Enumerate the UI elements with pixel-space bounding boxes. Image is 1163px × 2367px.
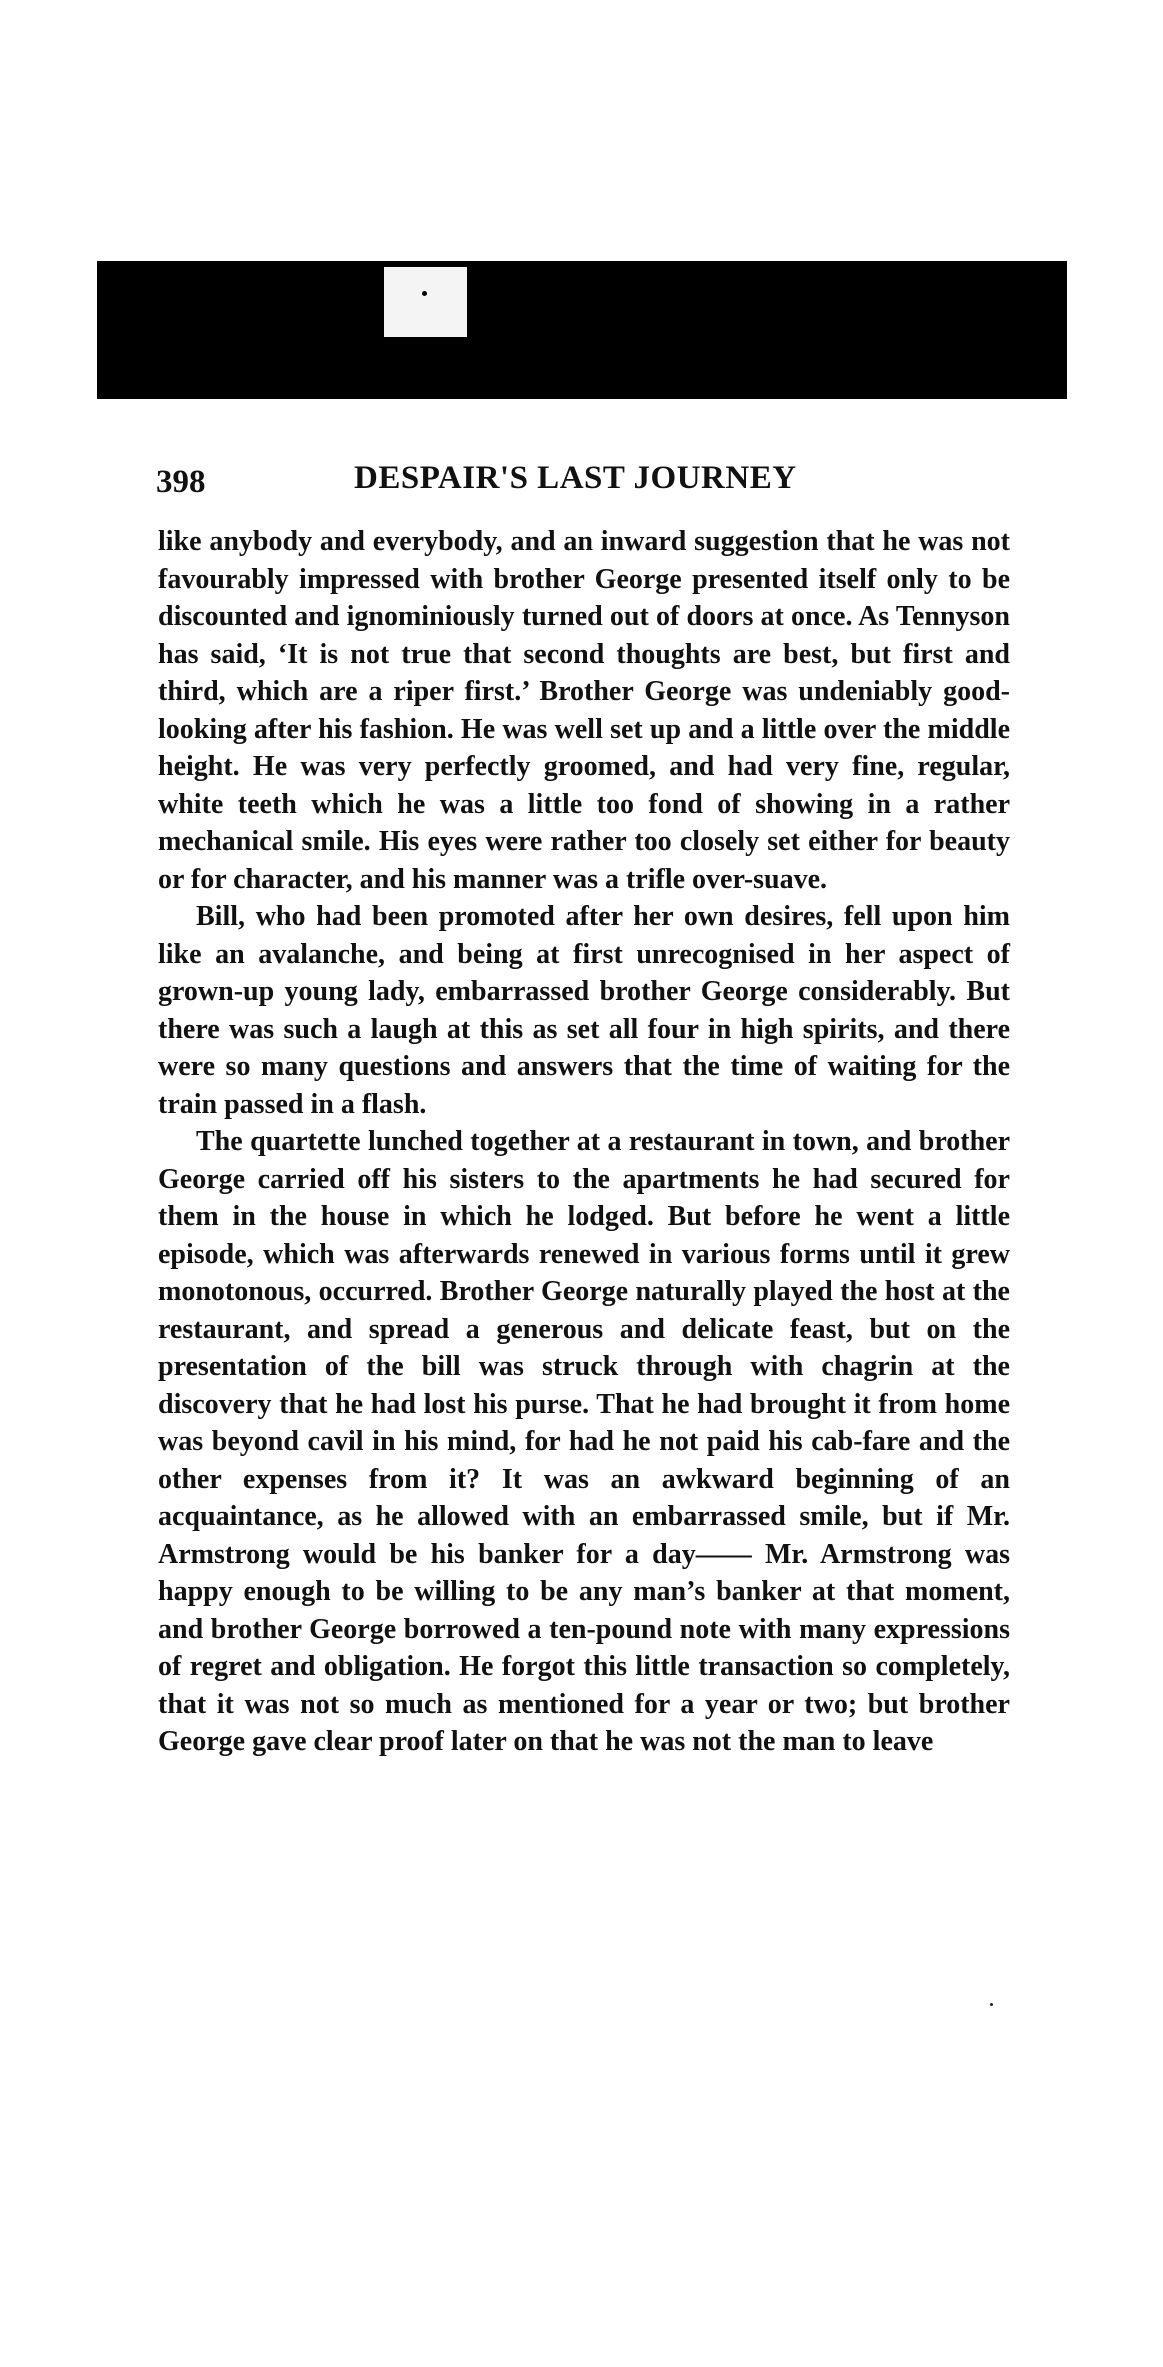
running-title: DESPAIR'S LAST JOURNEY: [354, 460, 797, 496]
body-text: [158, 523, 1010, 1761]
scan-black-band: [97, 261, 1067, 399]
paragraph-3: The quartette lunched together at a restaurant in town, and brother George carried off his sisters to the apartments he had secured for them in the house in which he lodged. But before he went a little episode, which was afterwards renewed in various forms until it grew monotonous, occurred. Brother George naturally played the host at the restaurant, and spread a generous and delicate feast, but on the presentation of the bill was struck through with chagrin at the discovery that he had lost his purse. That he had brought it from home was beyond cavil in his mind, for had he not paid his cab-fare and the other expenses from it? It was an awkward beginning of an acquaintance, as he allowed with an embarrassed smile, but if Mr. Armstrong would be his banker for a day—— Mr. Armstrong was happy enough to be willing to be any man’s banker at that moment, and brother George borrowed a ten-pound note with many expressions of regret and obligation. He forgot this little transaction so completely, that it was not so much as mentioned for a year or two; but brother George gave clear proof later on that he was not the man to leave: [158, 1126, 1010, 1757]
scan-speck: [422, 291, 427, 296]
paragraph-1: like anybody and everybody, and an inward suggestion that he was not favourably impressed with brother George presented itself only to be discounted and ignominiously turned out of doors at once. As Tennyson has said, ‘It is not true that second thoughts are best, but first and third, which are a riper first.’ Brother George was undeniably good-looking after his fashion. He was well set up and a little over the middle height. He was very perfectly groomed, and had very fine, regular, white teeth which he was a little too fond of showing in a rather mechanical smile. His eyes were rather too closely set either for beauty or for character, and his manner was a trifle over-suave.: [158, 526, 1010, 895]
scan-notch: [384, 267, 467, 337]
page-header: [156, 460, 1011, 506]
scan-speck-bottom: [990, 2003, 993, 2006]
paragraph-2: Bill, who had been promoted after her own desires, fell upon him like an avalanche, and being at first unrecognised in her aspect of grown-up young lady, embarrassed brother George considerably. But there was such a laugh at this as set all four in high spirits, and there were so many questions and answers that the time of waiting for the train passed in a flash.: [158, 901, 1010, 1120]
page-number: 398: [156, 464, 206, 500]
